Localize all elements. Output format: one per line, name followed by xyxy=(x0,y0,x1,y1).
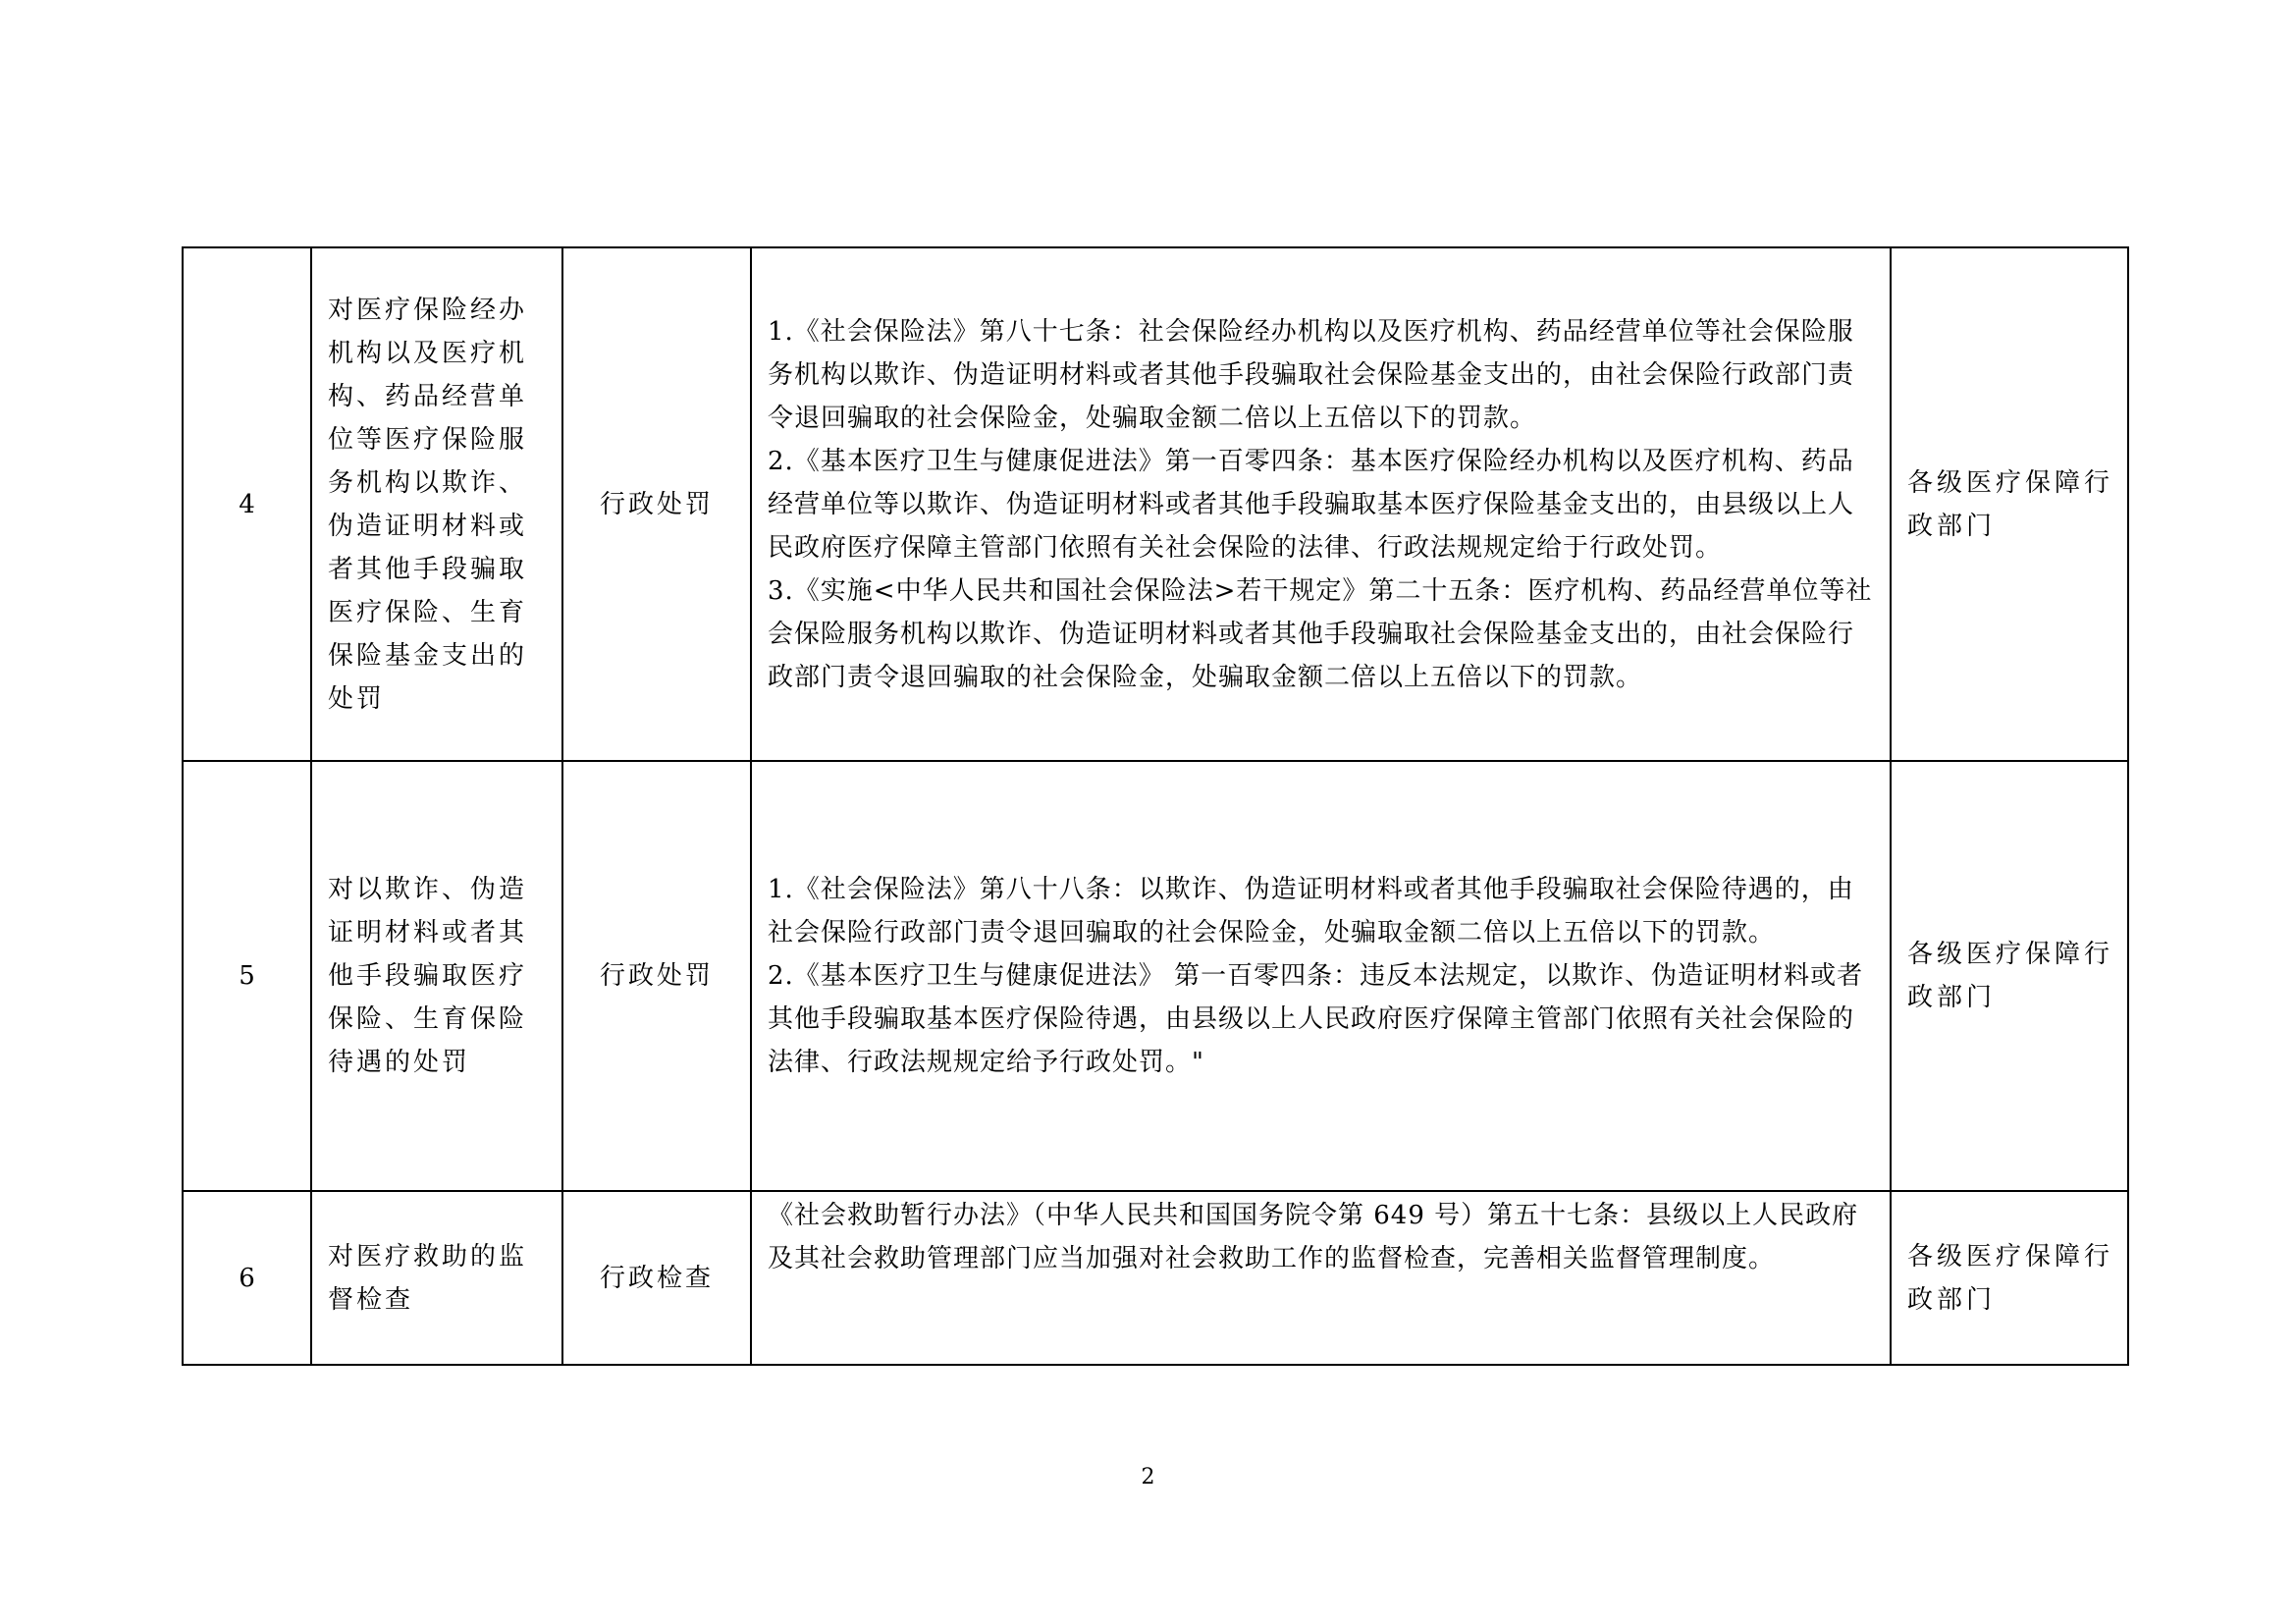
item-type: 行政检查 xyxy=(599,1263,714,1293)
item-cell xyxy=(311,247,562,761)
item-type: 行政处罚 xyxy=(599,489,714,519)
basis-clause: 2.《基本医疗卫生与健康促进法》 第一百零四条：违反本法规定，以欺诈、伪造证明材料或者其他手段骗取基本医疗保险待遇，由县级以上人民政府医疗保障主管部门依照有关社会保险的法律、行政法规规定给予行政处罚。" xyxy=(768,961,1864,1077)
department-name: 各级医疗保障行政部门 xyxy=(1907,1241,2114,1315)
regulation-table xyxy=(182,246,2129,1366)
basis-clause: 《社会救助暂行办法》（中华人民共和国国务院令第 649 号）第五十七条：县级以上人民政府及其社会救助管理部门应当加强对社会救助工作的监督检查，完善相关监督管理制度。 xyxy=(768,1201,1859,1273)
type-cell xyxy=(562,761,751,1191)
item-name: 对医疗救助的监督检查 xyxy=(328,1241,528,1315)
department-cell xyxy=(1891,761,2128,1191)
row-number: 6 xyxy=(239,1263,255,1293)
basis-clause: 1.《社会保险法》第八十七条：社会保险经办机构以及医疗机构、药品经营单位等社会保险服务机构以欺诈、伪造证明材料或者其他手段骗取社会保险基金支出的，由社会保险行政部门责令退回骗取的社会保险金，处骗取金额二倍以上五倍以下的罚款。 xyxy=(768,316,1855,433)
basis-cell xyxy=(751,247,1891,761)
basis-cell xyxy=(751,761,1891,1191)
item-type: 行政处罚 xyxy=(599,961,714,991)
row-number: 5 xyxy=(239,961,255,991)
type-cell xyxy=(562,247,751,761)
item-cell xyxy=(311,761,562,1191)
basis-clause: 3.《实施<中华人民共和国社会保险法>若干规定》第二十五条：医疗机构、药品经营单位等社会保险服务机构以欺诈、伪造证明材料或者其他手段骗取社会保险基金支出的，由社会保险行政部门责令退回骗取的社会保险金，处骗取金额二倍以上五倍以下的罚款。 xyxy=(768,575,1873,692)
table-row xyxy=(183,247,2128,761)
row-number: 4 xyxy=(239,489,255,519)
page-number: 2 xyxy=(1141,1465,1155,1489)
item-name: 对医疗保险经办机构以及医疗机构、药品经营单位等医疗保险服务机构以欺诈、伪造证明材料或者其他手段骗取医疗保险、生育保险基金支出的处罚 xyxy=(328,295,528,714)
basis-cell xyxy=(751,1191,1891,1365)
item-name: 对以欺诈、伪造证明材料或者其他手段骗取医疗保险、生育保险待遇的处罚 xyxy=(328,875,528,1077)
table-row xyxy=(183,761,2128,1191)
row-number-cell xyxy=(183,1191,311,1365)
basis-clause: 1.《社会保险法》第八十八条：以欺诈、伪造证明材料或者其他手段骗取社会保险待遇的，由社会保险行政部门责令退回骗取的社会保险金，处骗取金额二倍以上五倍以下的罚款。 xyxy=(768,875,1854,947)
department-name: 各级医疗保障行政部门 xyxy=(1907,467,2114,541)
table-row xyxy=(183,1191,2128,1365)
item-cell xyxy=(311,1191,562,1365)
basis-clause: 2.《基本医疗卫生与健康促进法》第一百零四条：基本医疗保险经办机构以及医疗机构、药品经营单位等以欺诈、伪造证明材料或者其他手段骗取基本医疗保险基金支出的，由县级以上人民政府医疗保障主管部门依照有关社会保险的法律、行政法规规定给于行政处罚。 xyxy=(768,446,1855,563)
department-name: 各级医疗保障行政部门 xyxy=(1907,940,2114,1012)
row-number-cell xyxy=(183,247,311,761)
type-cell xyxy=(562,1191,751,1365)
row-number-cell xyxy=(183,761,311,1191)
department-cell xyxy=(1891,247,2128,761)
department-cell xyxy=(1891,1191,2128,1365)
